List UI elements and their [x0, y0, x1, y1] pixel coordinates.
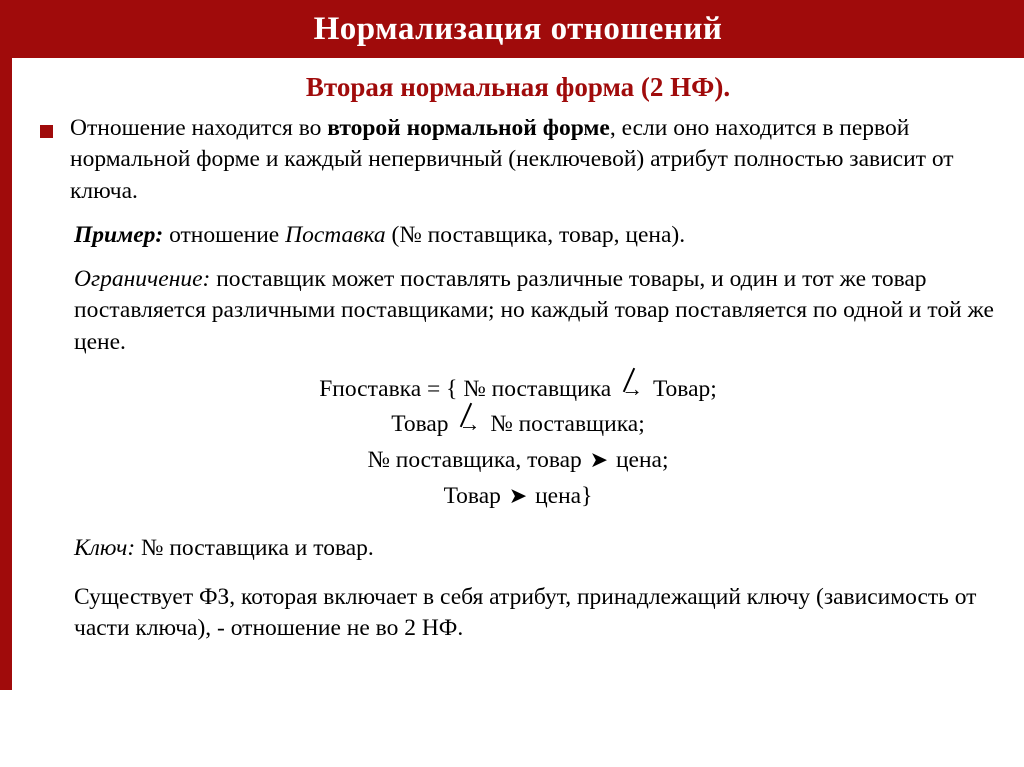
formula-row: [12, 479, 1024, 515]
key-value: № поставщика и товар.: [135, 534, 374, 561]
determines-arrow-icon: ➤: [508, 482, 528, 508]
slide-header-band: [12, 0, 1024, 58]
formula-list: [12, 372, 1024, 515]
not-determines-arrow-icon: →: [617, 372, 647, 408]
definition-lead: Отношение находится во: [70, 115, 328, 141]
formula-row: [12, 372, 1024, 408]
formula-right: цена;: [615, 447, 669, 474]
formula-left: Товар: [443, 482, 501, 509]
formula-row: [12, 407, 1024, 443]
formula-left: Fпоставка = { № поставщика: [319, 375, 612, 402]
key-label: Ключ:: [74, 534, 136, 561]
constraint-text: поставщик может поставлять различные товары, и один и тот же товар поставляется различными поставщиками; но каждый товар поставляется по одной и той же цене.: [74, 266, 994, 355]
example-text-after: (№ поставщика, товар, цена).: [385, 221, 686, 248]
key-block: [12, 535, 1024, 562]
conclusion-paragraph: Существует ФЗ, которая включает в себя атрибут, принадлежащий ключу (зависимость от части ключа), - отношение не во 2 НФ.: [74, 583, 977, 641]
constraint-label: Ограничение:: [74, 266, 211, 292]
slide-subtitle: Вторая нормальная форма (2 НФ).: [305, 72, 731, 102]
definition-emphasis: второй нормальной форме: [327, 115, 610, 141]
slide-content: [12, 58, 1024, 767]
formula-right: цена}: [535, 482, 593, 509]
example-relation-name: Поставка: [285, 221, 386, 248]
formula-right: Товар;: [652, 375, 717, 402]
example-block: [12, 220, 1024, 251]
left-accent-bar: [0, 0, 12, 690]
definition-rest: , если оно находится в первой нормальной форме и каждый непервичный (неключевой) атрибут полностью зависит от ключа.: [70, 115, 954, 204]
example-text-before: отношение: [163, 221, 286, 248]
bullet-square-icon: [40, 125, 53, 138]
example-label: Пример:: [74, 221, 164, 248]
constraint-block: [12, 264, 1024, 358]
formula-left: Товар: [391, 411, 449, 438]
definition-paragraph: [70, 113, 1004, 207]
page-title: Нормализация отношений: [313, 11, 723, 47]
not-determines-arrow-icon: →: [454, 407, 484, 443]
definition-block: [12, 113, 1024, 207]
formula-row: [12, 443, 1024, 479]
formula-right: № поставщика;: [490, 411, 645, 438]
determines-arrow-icon: ➤: [589, 447, 609, 473]
formula-left: № поставщика, товар: [367, 447, 582, 474]
